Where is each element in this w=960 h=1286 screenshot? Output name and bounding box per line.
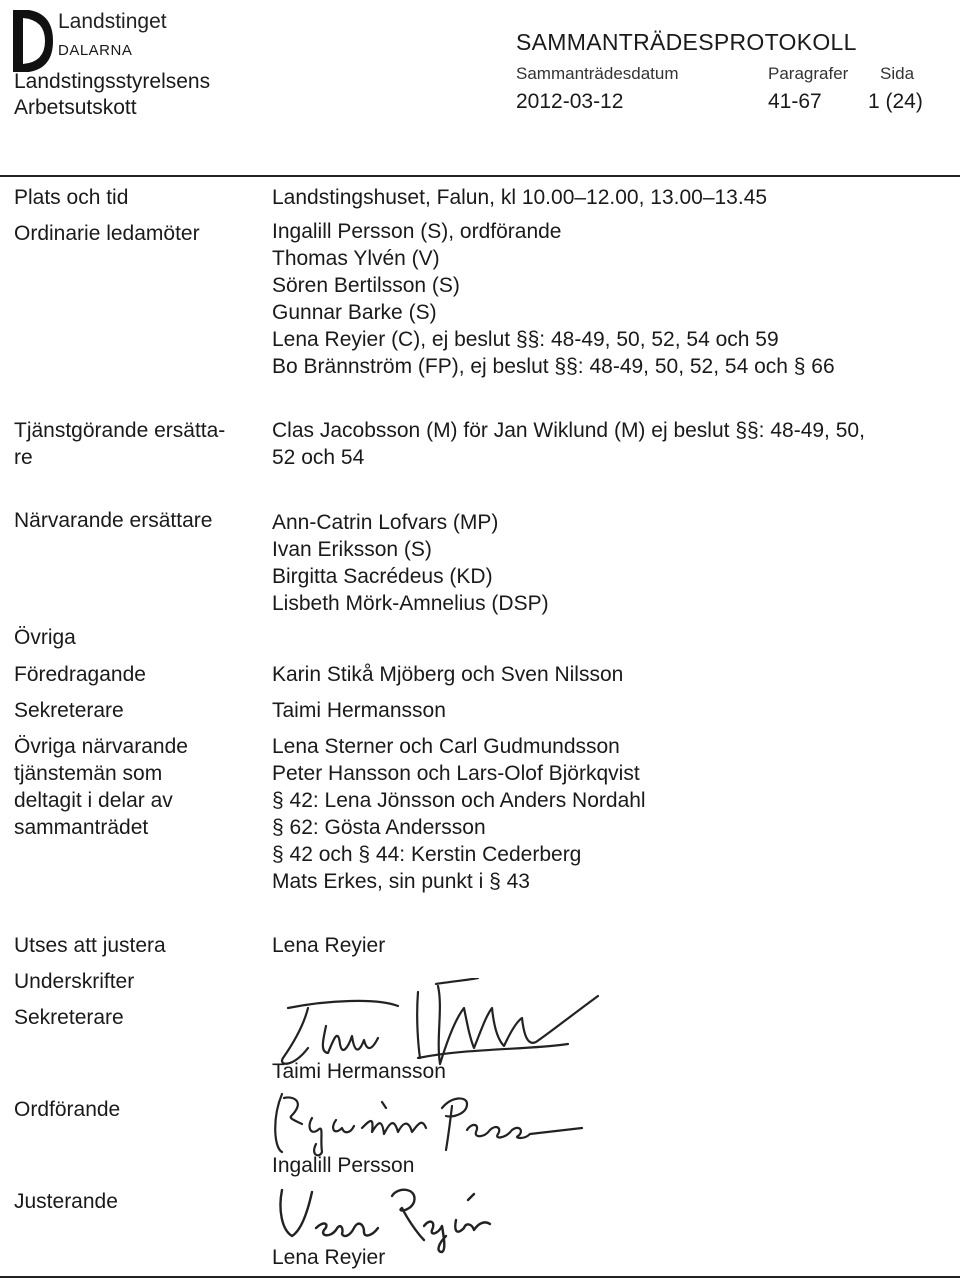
secretary-name: Taimi Hermansson: [272, 1060, 446, 1083]
presenters-value: Karin Stikå Mjöberg och Sven Nilsson: [272, 663, 624, 686]
adjuster-chosen-label: Utses att justera: [14, 934, 166, 957]
date-label: Sammanträdesdatum: [516, 64, 679, 83]
chair-name: Ingalill Persson: [272, 1154, 415, 1177]
logo-name: Landstinget: [58, 10, 167, 33]
presenters-label: Föredragande: [14, 663, 146, 686]
org-unit: Arbetsutskott: [14, 96, 137, 119]
serving-substitutes-label-line: Tjänstgörande ersätta-: [14, 419, 226, 442]
other-official-line: Peter Hansson och Lars-Olof Björkqvist: [272, 762, 640, 785]
present-substitute-line: Ivan Eriksson (S): [272, 538, 432, 561]
header-divider: [0, 175, 960, 177]
other-officials-label-line: sammanträdet: [14, 816, 149, 839]
present-substitutes-label: Närvarande ersättare: [14, 509, 213, 532]
org-name: Landstingsstyrelsens: [14, 70, 211, 93]
others-label: Övriga: [14, 626, 76, 649]
other-officials-label: [14, 733, 188, 841]
paragraphs-label: Paragrafer: [768, 64, 849, 83]
member-line: Bo Brännström (FP), ej beslut §§: 48-49, 50, 52, 54 och § 66: [272, 355, 835, 378]
members-list: [272, 218, 835, 380]
present-substitutes-list: [272, 509, 549, 617]
adjuster-chosen-value: Lena Reyier: [272, 934, 386, 957]
other-official-line: Lena Sterner och Carl Gudmundsson: [272, 735, 620, 758]
other-official-line: Mats Erkes, sin punkt i § 43: [272, 870, 530, 893]
footer-divider: [0, 1276, 960, 1278]
logo-sub: DALARNA: [58, 42, 133, 59]
chair-signature: [262, 1088, 592, 1158]
logo-mark: [13, 10, 23, 72]
signature-secretary-label: Sekreterare: [14, 1006, 124, 1029]
other-official-line: § 42 och § 44: Kerstin Cederberg: [272, 843, 582, 866]
secretary-value: Taimi Hermansson: [272, 699, 446, 722]
place-value: Landstingshuset, Falun, kl 10.00–12.00, 13.00–13.45: [272, 186, 768, 209]
serving-substitute-line: 52 och 54: [272, 446, 365, 469]
serving-substitutes-label-line: re: [14, 446, 33, 469]
member-line: Ingalill Persson (S), ordförande: [272, 220, 562, 243]
member-line: Gunnar Barke (S): [272, 301, 437, 324]
serving-substitutes-label: [14, 417, 225, 471]
present-substitute-line: Ann-Catrin Lofvars (MP): [272, 511, 499, 534]
secretary-label: Sekreterare: [14, 699, 124, 722]
date-value: 2012-03-12: [516, 90, 624, 113]
page-label: Sida: [880, 64, 915, 83]
place-label: Plats och tid: [14, 186, 129, 209]
other-officials-label-line: Övriga närvarande: [14, 735, 188, 758]
page-value: 1 (24): [868, 90, 923, 113]
other-official-line: § 62: Gösta Andersson: [272, 816, 486, 839]
signatures-label: Underskrifter: [14, 970, 135, 993]
secretary-signature: [268, 978, 618, 1073]
logo-d-icon: [23, 10, 53, 72]
other-officials-list: [272, 733, 646, 895]
other-officials-label-line: tjänstemän som: [14, 762, 163, 785]
other-officials-label-line: deltagit i delar av: [14, 789, 173, 812]
adjuster-name: Lena Reyier: [272, 1246, 386, 1269]
serving-substitutes-list: [272, 417, 865, 471]
present-substitute-line: Lisbeth Mörk-Amnelius (DSP): [272, 592, 549, 615]
present-substitute-line: Birgitta Sacrédeus (KD): [272, 565, 493, 588]
member-line: Lena Reyier (C), ej beslut §§: 48-49, 50, 52, 54 och 59: [272, 328, 779, 351]
signature-adjuster-label: Justerande: [14, 1190, 118, 1213]
paragraphs-value: 41-67: [768, 90, 822, 113]
member-line: Sören Bertilsson (S): [272, 274, 460, 297]
signature-chair-label: Ordförande: [14, 1098, 121, 1121]
document-type: SAMMANTRÄDESPROTOKOLL: [516, 29, 857, 55]
serving-substitute-line: Clas Jacobsson (M) för Jan Wiklund (M) ej beslut §§: 48-49, 50,: [272, 419, 865, 442]
member-line: Thomas Ylvén (V): [272, 247, 440, 270]
members-label: Ordinarie ledamöter: [14, 222, 200, 245]
adjuster-signature: [268, 1180, 508, 1255]
other-official-line: § 42: Lena Jönsson och Anders Nordahl: [272, 789, 646, 812]
